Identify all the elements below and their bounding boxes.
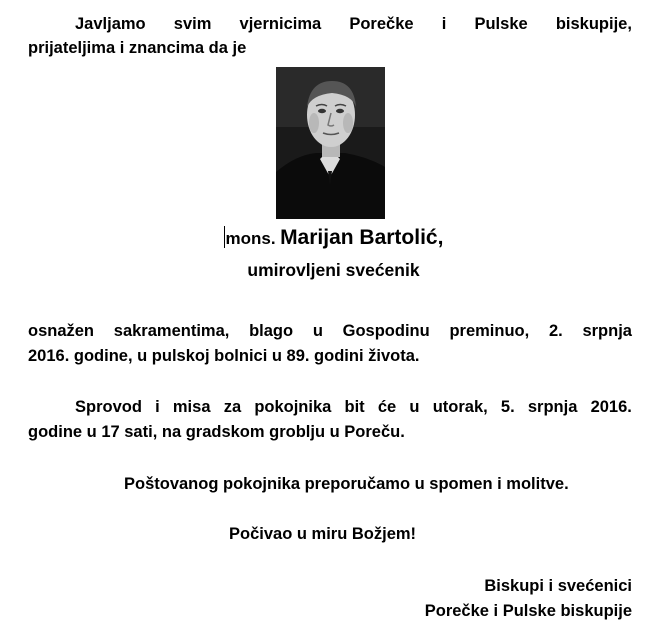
funeral-word: 5. bbox=[500, 398, 515, 416]
intro-line-2: prijateljima i znancima da je bbox=[28, 39, 247, 57]
death-notice-word: sakramentima, bbox=[113, 322, 230, 340]
funeral-word: bit bbox=[344, 398, 365, 416]
death-notice-word: 2. bbox=[548, 322, 563, 340]
rest-in-peace: Počivao u miru Božjem! bbox=[229, 525, 417, 543]
funeral-word: utorak, bbox=[432, 398, 488, 416]
intro-word: i bbox=[441, 15, 447, 33]
signature-line-2: Porečke i Pulske biskupije bbox=[424, 602, 632, 620]
death-notice-line-1 bbox=[28, 321, 632, 341]
funeral-word: srpnja bbox=[527, 398, 578, 416]
intro-word: Porečke bbox=[349, 15, 414, 33]
funeral-word: pokojnika bbox=[254, 398, 332, 416]
intro-word: Javljamo bbox=[75, 15, 146, 33]
signature-line-1: Biskupi i svećenici bbox=[484, 577, 632, 595]
intro-word: biskupije, bbox=[555, 15, 632, 33]
death-notice-word: osnažen bbox=[28, 322, 95, 340]
funeral-word: u bbox=[409, 398, 420, 416]
death-notice-word: srpnja bbox=[582, 322, 632, 340]
prayer-request: Poštovanog pokojnika preporučamo u spomen i molitve. bbox=[124, 475, 569, 493]
text-cursor bbox=[224, 226, 225, 248]
intro-line-1 bbox=[75, 14, 632, 34]
portrait-photo bbox=[276, 67, 385, 219]
deceased-name-line bbox=[0, 226, 667, 250]
deceased-prefix: mons. bbox=[225, 229, 276, 248]
death-notice-word: blago bbox=[249, 322, 294, 340]
funeral-word: 2016. bbox=[590, 398, 632, 416]
portrait-image bbox=[276, 67, 385, 219]
deceased-name: Marijan Bartolić, bbox=[280, 226, 444, 249]
deceased-title: umirovljeni svećenik bbox=[247, 260, 420, 280]
funeral-word: Sprovod bbox=[75, 398, 142, 416]
funeral-word: misa bbox=[172, 398, 211, 416]
death-notice-word: u bbox=[312, 322, 323, 340]
intro-word: vjernicima bbox=[239, 15, 322, 33]
funeral-word: za bbox=[223, 398, 242, 416]
intro-word: svim bbox=[173, 15, 212, 33]
funeral-word: i bbox=[155, 398, 160, 416]
funeral-line-2: godine u 17 sati, na gradskom groblju u Poreču. bbox=[28, 423, 405, 441]
death-notice-word: Gospodinu bbox=[342, 322, 430, 340]
funeral-word: će bbox=[377, 398, 397, 416]
intro-word: Pulske bbox=[474, 15, 528, 33]
funeral-line-1 bbox=[75, 397, 632, 417]
death-notice-line-2: 2016. godine, u pulskoj bolnici u 89. godini života. bbox=[28, 347, 420, 365]
death-notice-word: preminuo, bbox=[449, 322, 530, 340]
